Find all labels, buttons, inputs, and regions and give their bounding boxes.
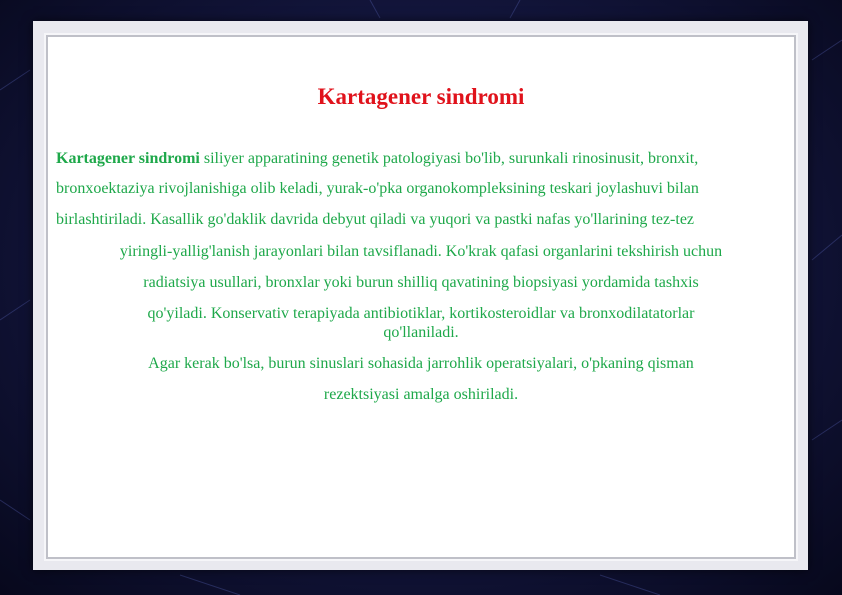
slide-title: Kartagener sindromi: [317, 84, 525, 109]
body-line-1-text: siliyer apparatining genetik patologiyasi bo'lib, surunkali rinosinusit, bronxit,: [199, 150, 699, 167]
body-line-8: Agar kerak bo'lsa, burun sinuslari sohasida jarrohlik operatsiyalari, o'pkaning qisman: [148, 355, 694, 372]
body-line-3: birlashtiriladi. Kasallik go'daklik davrida debyut qiladi va yuqori va pastki nafas yo'llarining tez-tez: [56, 211, 695, 228]
slide-content: [46, 35, 796, 559]
body-line-4: yiringli-yallig'lanish jarayonlari bilan tavsiflanadi. Ko'krak qafasi organlarini tekshirish uchun: [119, 243, 723, 260]
body-line-6: qo'yiladi. Konservativ terapiyada antibiotiklar, kortikosteroidlar va bronxodilatatorlar: [147, 305, 695, 322]
body-line-5: radiatsiya usullari, bronxlar yoki burun shilliq qavatining biopsiyasi yordamida tashxis: [143, 274, 699, 291]
body-line-9: rezektsiyasi amalga oshiriladi.: [323, 386, 519, 403]
body-line-1: [56, 150, 786, 168]
lead-term: Kartagener sindromi: [56, 150, 200, 167]
slide-frame: [33, 21, 808, 570]
body-line-2: bronxoektaziya rivojlanishiga olib keladi, yurak-o'pka organokompleksining teskari joylashuvi bilan: [56, 180, 699, 197]
body-line-7: qo'llaniladi.: [383, 324, 459, 341]
